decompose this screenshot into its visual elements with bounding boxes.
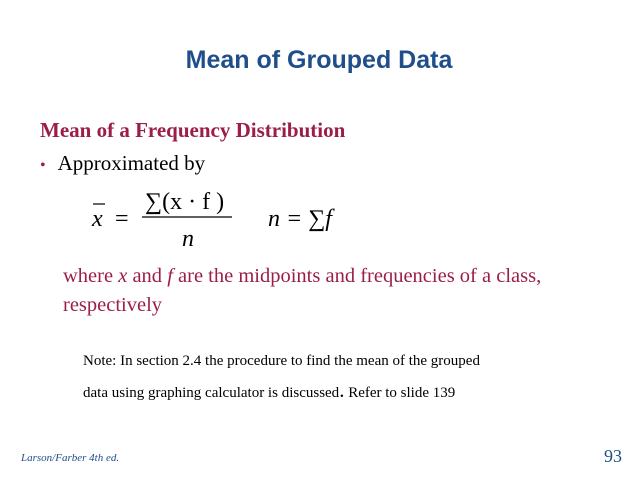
slide-title: Mean of Grouped Data — [185, 46, 453, 74]
mean-formula — [90, 184, 410, 256]
n-equation: n = ∑f — [268, 206, 332, 232]
note-line-1: Note: In section 2.4 the procedure to find the mean of the grouped — [83, 353, 480, 369]
where-f: f — [167, 265, 173, 287]
formula-graphic — [90, 184, 410, 256]
bullet-item — [40, 151, 205, 176]
formula-equals: = — [115, 206, 129, 232]
note-slide-reference: Refer to slide 139 — [344, 385, 456, 401]
bullet-text: Approximated by — [57, 151, 206, 175]
where-explanation — [63, 262, 603, 320]
note-period: . — [339, 378, 345, 402]
page-number: 93 — [604, 446, 622, 466]
where-text-1: where — [63, 265, 119, 287]
footer-citation: Larson/Farber 4th ed. — [21, 452, 120, 464]
formula-numerator: ∑(x · f ) — [145, 189, 225, 215]
section-heading: Mean of a Frequency Distribution — [40, 118, 346, 142]
note-line-2-text: data using graphing calculator is discussed — [83, 385, 340, 401]
where-and: and — [127, 265, 168, 287]
formula-denominator: n — [182, 226, 194, 252]
note-line-2 — [83, 376, 603, 408]
where-x: x — [118, 265, 128, 287]
bullet-dot-icon: • — [40, 157, 46, 174]
where-text-2: are the midpoints and frequencies of a class, respectively — [63, 265, 542, 316]
note — [83, 347, 603, 408]
formula-lhs: x — [92, 206, 103, 232]
